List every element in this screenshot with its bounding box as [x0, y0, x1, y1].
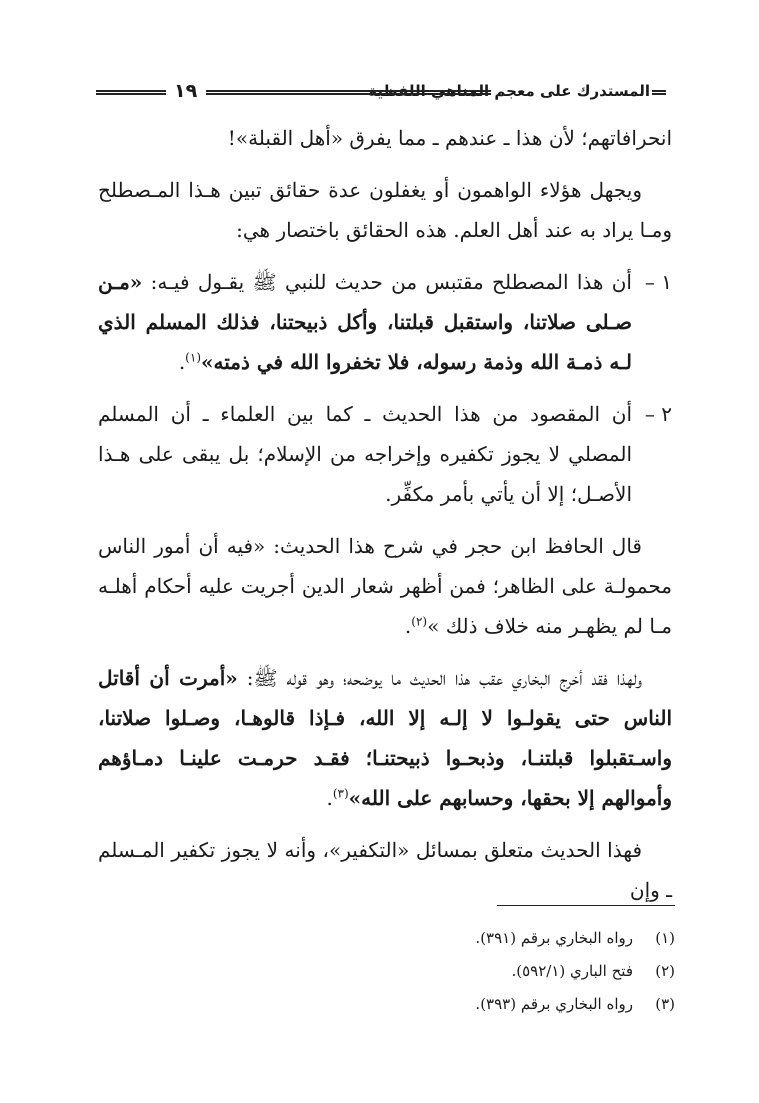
footnotes [255, 922, 675, 1021]
list-item-number: ١ – [644, 270, 672, 294]
footnote-text: فتح الباري (٥٩٢/١). [511, 962, 633, 980]
paragraph-4: ولهذا فقد أخرج البخاري عقب هذا الحديث ما يوضحه؛ وهو قوله ﷺ: «أمرت أن أقاتل الناس حتى يقولـوا لا إلـه إلا الله، فـإذا قالوهـا، وصـلوا صلاتنا، واسـتقبلوا قبلتنـا، وذبحـوا ذبيحتنـا؛ فقـد حرمـت علينـا دمـاؤهم وأموالهم إلا بحقها، وحسابهم على الله»$^{(٣)}$. [98, 666, 672, 810]
list-item-number: ٢ – [644, 402, 672, 426]
footnote-separator [497, 905, 675, 906]
footnote-ref: (٣) [332, 786, 349, 801]
footnote-1 [255, 922, 675, 955]
header-rule-left [96, 90, 166, 95]
body-text [98, 118, 672, 922]
running-title: المستدرك على معجم المناهي اللفظية [368, 82, 650, 100]
list-item-2 [98, 394, 672, 514]
footnote-number: (٢) [655, 962, 675, 980]
footnote-number: (٣) [655, 995, 675, 1013]
list-item-text: أن المقصود من هذا الحديث ـ كما بين العلماء ـ أن المسلم المصلي لا يجوز تكفيره وإخراجه من الإسلام؛ بل يبقى على هـذا الأصـل؛ إلا أن يأتي بأمر مكفِّر. [98, 402, 632, 506]
list-item-1 [98, 262, 672, 382]
paragraph-1: انحرافاتهم؛ لأن هذا ـ عندهم ـ مما يفرق «أهل القبلة»! [227, 126, 672, 150]
paragraph-2: ويجهل هؤلاء الواهمون أو يغفلون عدة حقائق تبين هـذا المـصطلح ومـا يراد به عند أهل العلم. هذه الحقائق باختصار هي: [98, 178, 672, 242]
header-rule-middle [206, 90, 491, 95]
hadith-quote: «مـن صـلى صلاتنا، واستقبل قبلتنا، وأكل ذبيحتنا، فذلك المسلم الذي لـه ذمـة الله وذمة رسوله، فلا تخفروا الله في ذمته» [98, 270, 632, 374]
hadith-quote: «أمرت أن أقاتل الناس حتى يقولـوا لا إلـه إلا الله، فـإذا قالوهـا، وصـلوا صلاتنا، واسـتقبلوا قبلتنـا، وذبحـوا ذبيحتنـا؛ فقـد حرمـت علينـا دمـاؤهم وأموالهم إلا بحقها، وحسابهم على الله» [98, 666, 672, 810]
footnote-2 [255, 955, 675, 988]
footnote-ref: (٢) [411, 614, 428, 629]
paragraph-text: قال الحافظ ابن حجر في شرح هذا الحديث: «فيه أن أمور الناس محمولـة على الظاهر؛ فمن أظهر شعار الدين أجريت عليه أحكام أهلـه مـا لم يظهـر منه خلاف ذلك » [98, 534, 672, 638]
footnote-text: رواه البخاري برقم (٣٩٣). [475, 995, 633, 1013]
header-rule-right [652, 90, 666, 95]
footnote-number: (١) [655, 929, 675, 947]
paragraph-text: ولهذا فقد أخرج البخاري عقب هذا الحديث ما يوضحه؛ وهو قوله ﷺ: [237, 666, 643, 690]
page-number: ١٩ [174, 80, 198, 102]
list-item-intro: أن هذا المصطلح مقتبس من حديث للنبي ﷺ يقـول فيـه: [142, 270, 632, 294]
running-header [96, 82, 666, 112]
footnote-3 [255, 988, 675, 1021]
footnote-text: رواه البخاري برقم (٣٩١). [475, 929, 633, 947]
footnote-ref: (١) [185, 350, 201, 365]
paragraph-3: قال الحافظ ابن حجر في شرح هذا الحديث: «فيه أن أمور الناس محمولـة على الظاهر؛ فمن أظهر شعار الدين أجريت عليه أحكام أهلـه مـا لم يظهـر منه خلاف ذلك »$^{(٢)}$. [98, 534, 672, 638]
list-item-text: أن هذا المصطلح مقتبس من حديث للنبي ﷺ يقـول فيـه: «مـن صـلى صلاتنا، واستقبل قبلتنا، وأكل ذبيحتنا، فذلك المسلم الذي لـه ذمـة الله وذمة رسوله، فلا تخفروا الله في ذمته»$^{(١)}$. [98, 270, 632, 374]
paragraph-5: فهذا الحديث متعلق بمسائل «التكفير»، وأنه لا يجوز تكفير المـسلم ـ وإن [98, 838, 672, 902]
